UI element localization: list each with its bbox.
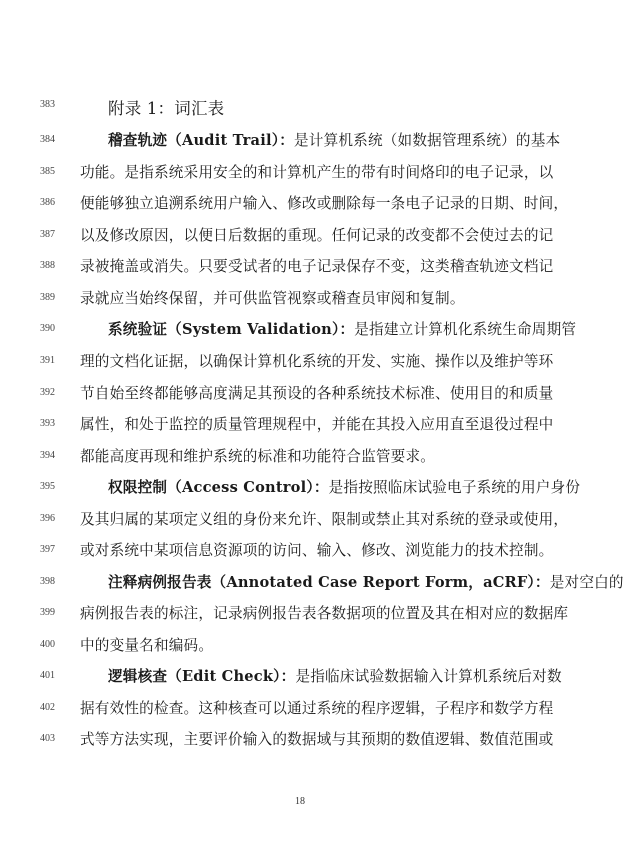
text-line: 录被掩盖或消失。只要受试者的电子记录保存不变，这类稽查轨迹文档记 — [80, 258, 554, 275]
line-number: 386 — [40, 197, 55, 208]
line-number: 390 — [40, 323, 55, 334]
line-number: 401 — [40, 670, 55, 681]
text-line: 注释病例报告表（Annotated Case Report Form，aCRF）：是对空白的 — [108, 574, 624, 591]
text-line: 录就应当始终保留，并可供监管视察或稽查员审阅和复制。 — [80, 290, 465, 307]
text-line: 病例报告表的标注，记录病例报告表各数据项的位置及其在相对应的数据库 — [80, 605, 569, 622]
line-number: 391 — [40, 355, 55, 366]
term-acrf: 注释病例报告表（Annotated Case Report Form，aCRF）： — [108, 574, 550, 591]
text-line: 以及修改原因，以便日后数据的重现。任何记录的改变都不会使过去的记 — [80, 227, 554, 244]
text-line: 式等方法实现，主要评价输入的数据域与其预期的数值逻辑、数值范围或 — [80, 731, 554, 748]
text-line: 逻辑核查（Edit Check）：是指临床试验数据输入计算机系统后对数 — [108, 668, 562, 685]
text-line: 中的变量名和编码。 — [80, 637, 214, 654]
appendix-heading: 附录 1：词汇表 — [108, 99, 225, 118]
text-line: 稽查轨迹（Audit Trail）：是计算机系统（如数据管理系统）的基本 — [108, 132, 561, 149]
text-line: 都能高度再现和维护系统的标准和功能符合监管要求。 — [80, 448, 436, 465]
line-number: 384 — [40, 134, 55, 145]
line-number: 385 — [40, 166, 55, 177]
line-number: 393 — [40, 418, 55, 429]
text-line: 系统验证（System Validation）：是指建立计算机化系统生命周期管 — [108, 321, 577, 338]
line-number: 396 — [40, 513, 55, 524]
line-number: 400 — [40, 639, 55, 650]
term-access-control: 权限控制（Access Control）： — [108, 479, 329, 496]
line-number: 383 — [40, 99, 55, 110]
line-number: 394 — [40, 450, 55, 461]
term-audit-trail: 稽查轨迹（Audit Trail）： — [108, 132, 294, 149]
line-number: 392 — [40, 387, 55, 398]
term-system-validation: 系统验证（System Validation）： — [108, 321, 355, 338]
line-number: 388 — [40, 260, 55, 271]
line-number: 389 — [40, 292, 55, 303]
text-line: 权限控制（Access Control）：是指按照临床试验电子系统的用户身份 — [108, 479, 581, 496]
text-line: 或对系统中某项信息资源项的访问、输入、修改、浏览能力的技术控制。 — [80, 542, 554, 559]
text-line: 及其归属的某项定义组的身份来允许、限制或禁止其对系统的登录或使用， — [80, 511, 569, 528]
line-number: 402 — [40, 702, 55, 713]
line-number: 387 — [40, 229, 55, 240]
line-number: 397 — [40, 544, 55, 555]
line-number: 398 — [40, 576, 55, 587]
text-line: 便能够独立追溯系统用户输入、修改或删除每一条电子记录的日期、时间， — [80, 195, 569, 212]
line-number: 395 — [40, 481, 55, 492]
text-line: 属性，和处于监控的质量管理规程中，并能在其投入应用直至退役过程中 — [80, 416, 554, 433]
text-line: 节自始至终都能够高度满足其预设的各种系统技术标准、使用目的和质量 — [80, 385, 554, 402]
term-edit-check: 逻辑核查（Edit Check）： — [108, 668, 296, 685]
page-number: 18 — [295, 796, 305, 807]
text-line: 理的文档化证据，以确保计算机化系统的开发、实施、操作以及维护等环 — [80, 353, 554, 370]
line-number: 403 — [40, 733, 55, 744]
text-line: 功能。是指系统采用安全的和计算机产生的带有时间烙印的电子记录，以 — [80, 164, 554, 181]
text-line: 据有效性的检查。这种核查可以通过系统的程序逻辑，子程序和数学方程 — [80, 700, 554, 717]
line-number: 399 — [40, 607, 55, 618]
